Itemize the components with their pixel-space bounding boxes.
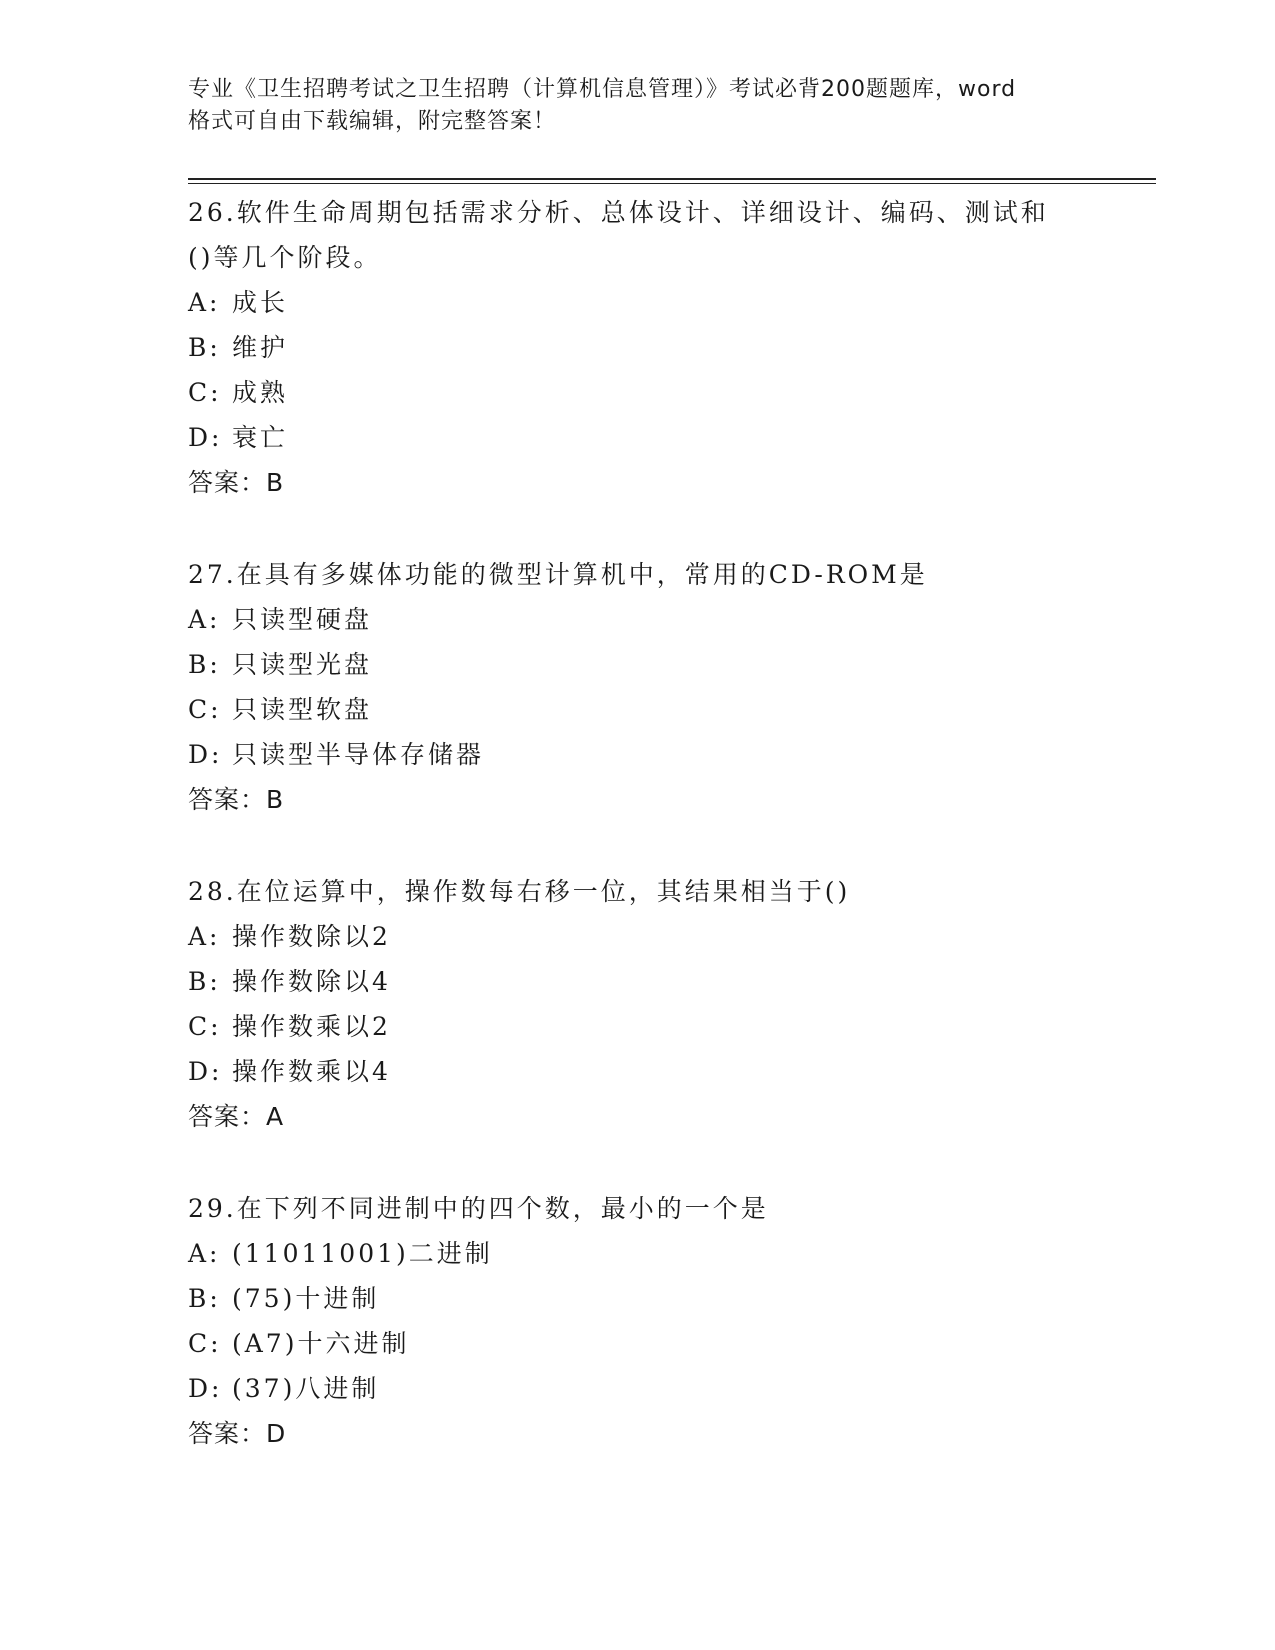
header-line-1: 专业《卫生招聘考试之卫生招聘（计算机信息管理）》考试必背200题题库，word (188, 77, 1017, 102)
option-key: D: (188, 423, 223, 452)
option-key: D: (188, 1057, 223, 1086)
question-stem-line: ()等几个阶段。 (188, 243, 382, 272)
question-stem (188, 552, 1128, 597)
header-divider-thin (188, 183, 1156, 184)
option-text: (37)八进制 (232, 1374, 380, 1403)
question-stem-line: 29.在下列不同进制中的四个数，最小的一个是 (188, 1194, 769, 1223)
option-d (188, 1366, 1128, 1411)
option-text: 操作数除以4 (232, 967, 391, 996)
option-b (188, 325, 1128, 370)
option-text: 成长 (232, 288, 289, 317)
answer-line: 答案：A (188, 1102, 285, 1131)
option-text: (75)十进制 (232, 1284, 380, 1313)
question-stem (188, 190, 1128, 280)
option-text: 成熟 (232, 378, 289, 407)
option-d (188, 415, 1128, 460)
option-key: A: (188, 922, 221, 951)
option-a (188, 597, 1128, 642)
option-key: C: (188, 695, 222, 724)
option-text: 维护 (232, 333, 289, 362)
option-key: B: (188, 967, 221, 996)
option-key: A: (188, 1239, 221, 1268)
option-a (188, 1231, 1128, 1276)
option-text: 只读型光盘 (232, 650, 373, 679)
question-stem (188, 869, 1128, 914)
question-list (188, 190, 1128, 1503)
option-key: C: (188, 1329, 222, 1358)
option-text: (A7)十六进制 (232, 1329, 410, 1358)
option-key: B: (188, 650, 221, 679)
option-b (188, 1276, 1128, 1321)
option-text: 衰亡 (232, 423, 289, 452)
question-26 (188, 190, 1128, 505)
option-key: C: (188, 378, 222, 407)
header-line-2: 格式可自由下载编辑，附完整答案！ (188, 109, 557, 134)
option-key: B: (188, 1284, 221, 1313)
option-c (188, 1004, 1128, 1049)
option-d (188, 732, 1128, 777)
option-text: 只读型半导体存储器 (232, 740, 485, 769)
question-28 (188, 869, 1128, 1139)
option-key: A: (188, 288, 221, 317)
answer-line: 答案：B (188, 785, 285, 814)
question-stem-line: 26.软件生命周期包括需求分析、总体设计、详细设计、编码、测试和 (188, 198, 1049, 227)
option-c (188, 1321, 1128, 1366)
option-a (188, 914, 1128, 959)
option-text: (11011001)二进制 (232, 1239, 493, 1268)
option-key: B: (188, 333, 221, 362)
option-text: 操作数乘以2 (232, 1012, 391, 1041)
question-29 (188, 1186, 1128, 1456)
option-text: 只读型软盘 (232, 695, 373, 724)
answer-line: 答案：D (188, 1419, 287, 1448)
option-a (188, 280, 1128, 325)
question-stem (188, 1186, 1128, 1231)
option-d (188, 1049, 1128, 1094)
header-divider-thick (188, 178, 1156, 180)
option-text: 操作数乘以4 (232, 1057, 391, 1086)
option-b (188, 642, 1128, 687)
question-stem-line: 28.在位运算中，操作数每右移一位，其结果相当于() (188, 877, 851, 906)
option-key: D: (188, 740, 223, 769)
document-header (188, 74, 1088, 138)
option-text: 只读型硬盘 (232, 605, 373, 634)
question-27 (188, 552, 1128, 822)
option-c (188, 370, 1128, 415)
option-text: 操作数除以2 (232, 922, 391, 951)
option-key: A: (188, 605, 221, 634)
option-key: C: (188, 1012, 222, 1041)
option-c (188, 687, 1128, 732)
option-b (188, 959, 1128, 1004)
option-key: D: (188, 1374, 223, 1403)
question-stem-line: 27.在具有多媒体功能的微型计算机中，常用的CD-ROM是 (188, 560, 928, 589)
answer-line: 答案：B (188, 468, 285, 497)
